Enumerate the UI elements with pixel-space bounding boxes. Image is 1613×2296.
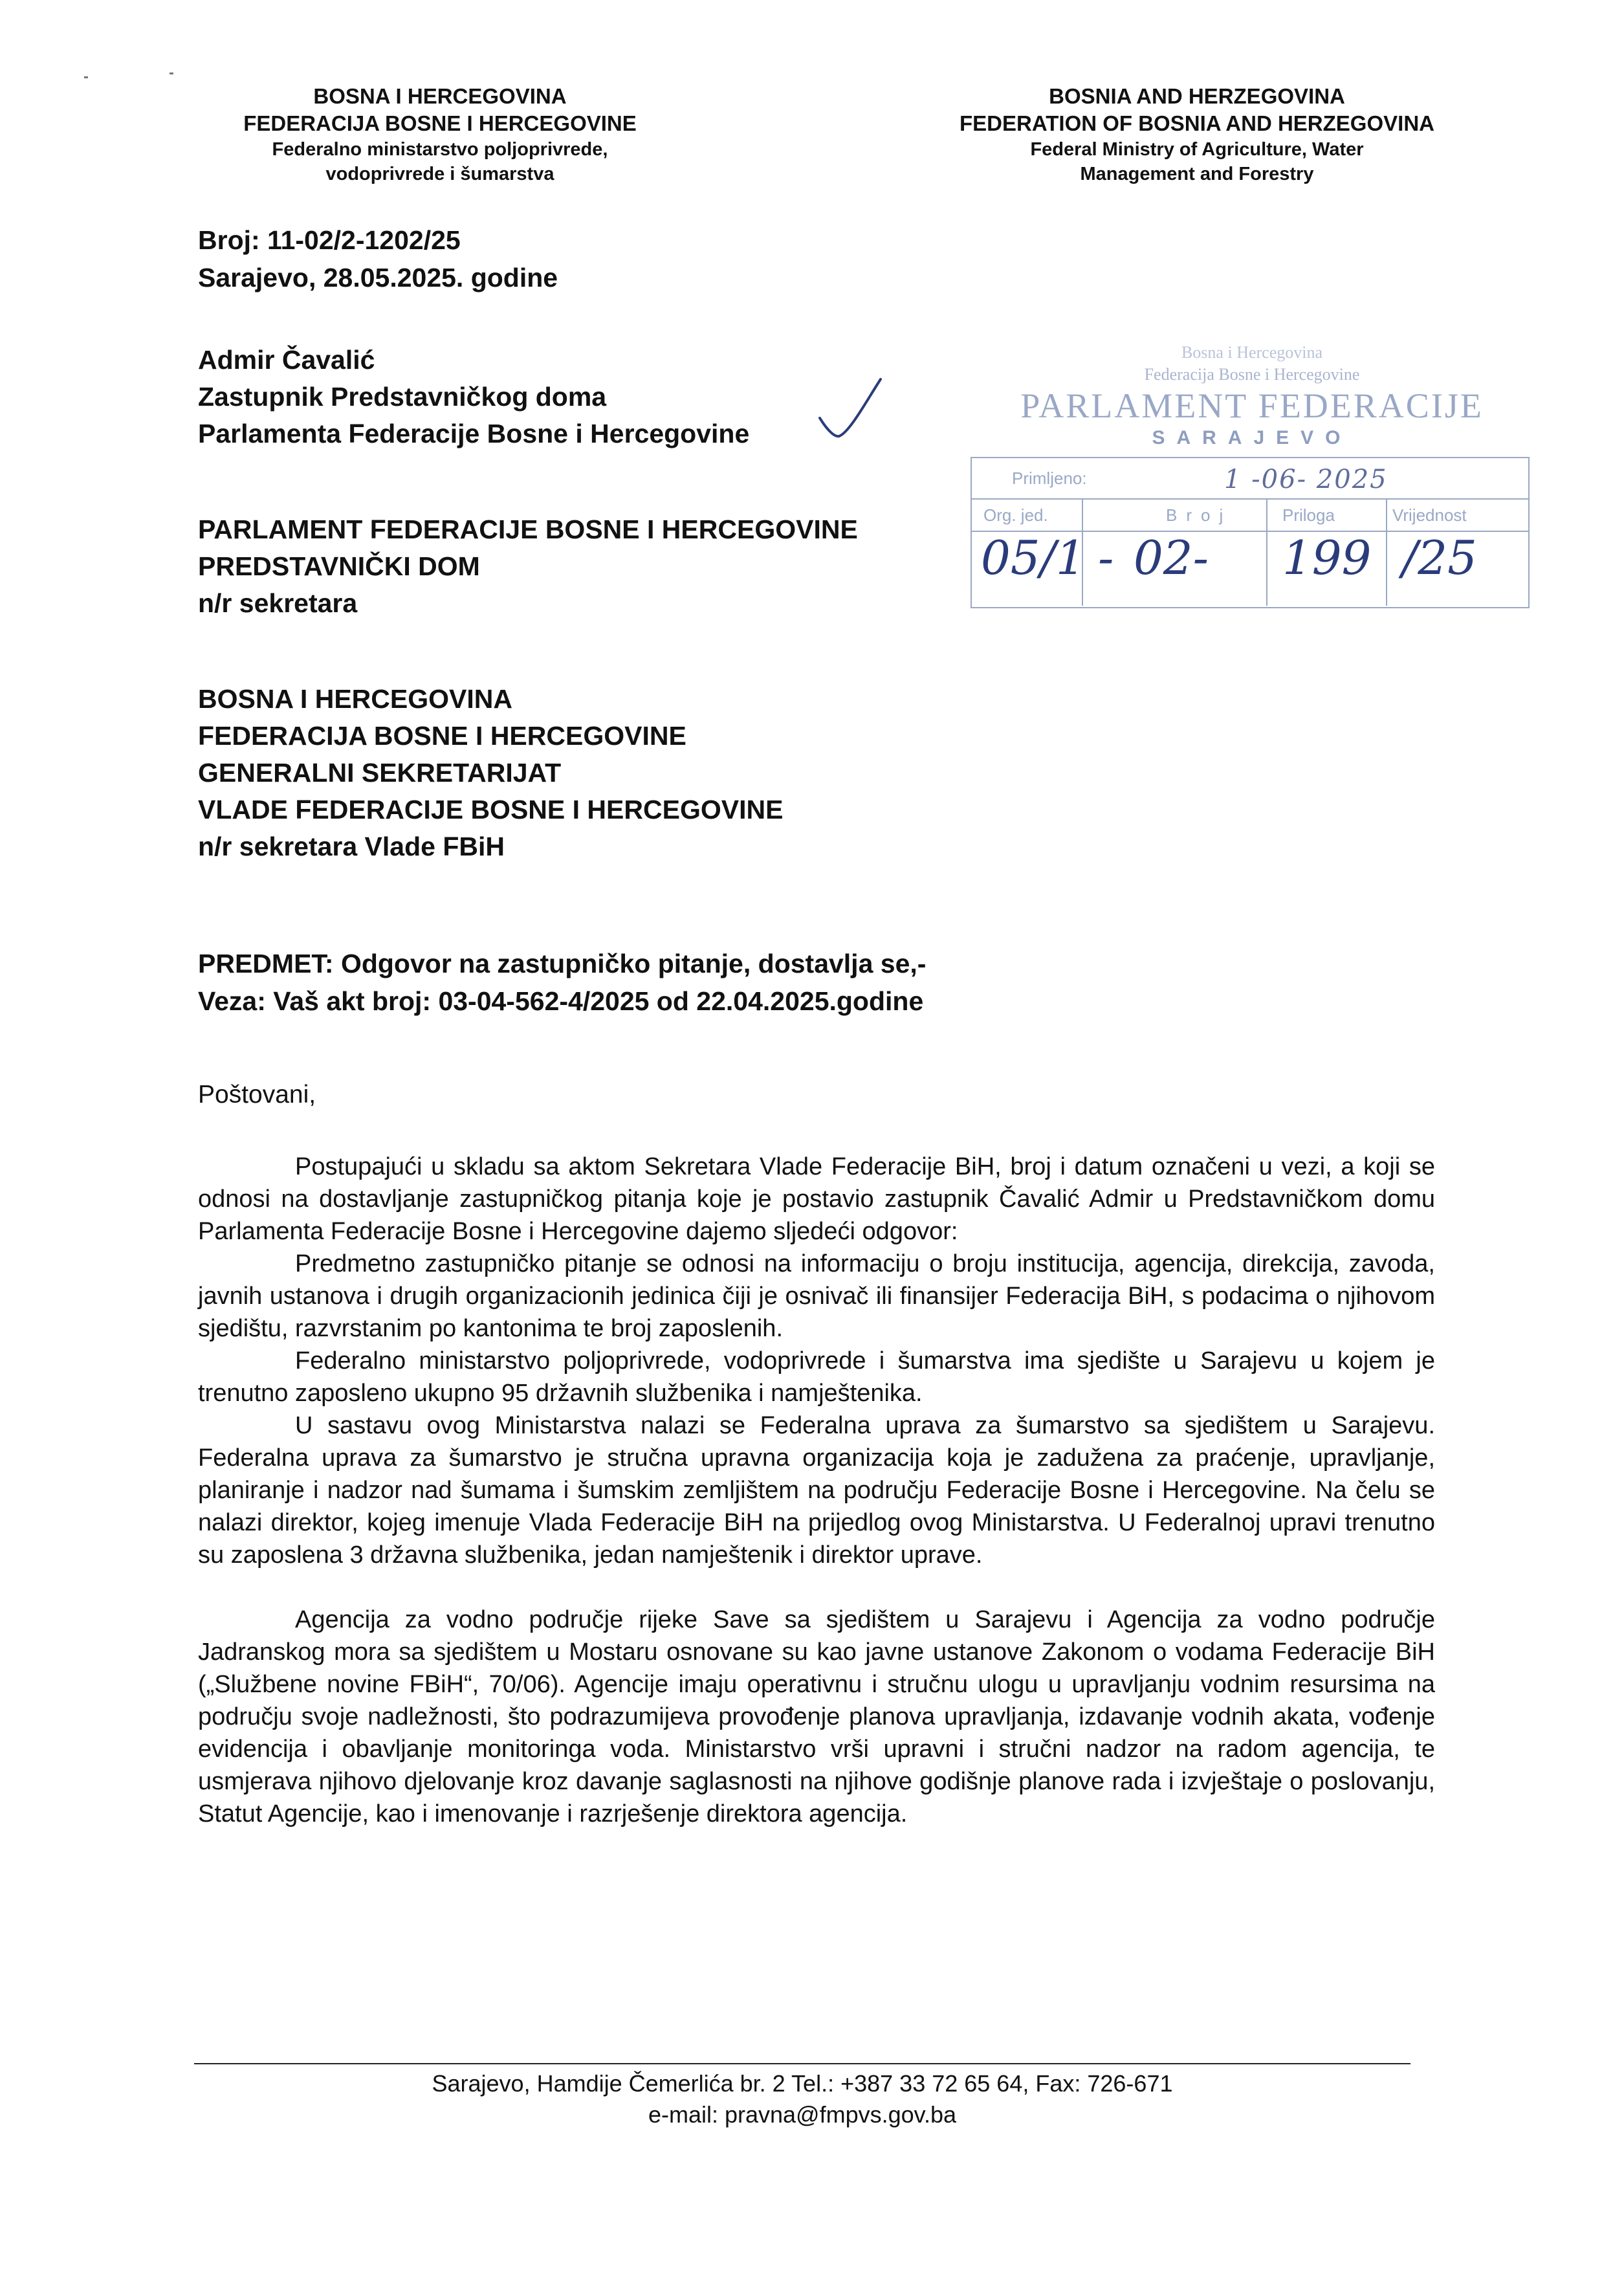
footer-divider [194,2063,1410,2064]
recipient-3 [198,681,783,865]
reference-place-date: Sarajevo, 28.05.2025. godine [198,263,558,293]
recipient-line: Zastupnik Predstavničkog doma [198,382,607,412]
recipient-line: PARLAMENT FEDERACIJE BOSNE I HERCEGOVINE [198,514,858,544]
header-left-line: Federalno ministarstvo poljoprivrede, [272,139,608,160]
stamp-vrijednost-label: Vrijednost [1392,505,1467,525]
recipient-1 [198,342,749,452]
subject-block [198,945,926,1020]
scan-speck [170,72,173,74]
body-paragraph: Predmetno zastupničko pitanje se odnosi na informaciju o broju institucija, agencija, direkcija, zavoda, javnih ustanova i drugih organizacionih jedinica čiji je osnivač ili finansijer Federacija BiH, s podacima o njihovom sjedištu, razvrstanim po kantonima te broj zaposlenih. [198,1250,1435,1342]
recipient-line: n/r sekretara [198,588,358,618]
footer [194,2068,1410,2130]
stamp-row-labels [972,500,1528,532]
recipient-line: GENERALNI SEKRETARIJAT [198,758,562,788]
header-right-line: Federal Ministry of Agriculture, Water [1030,139,1364,160]
header-left-line: BOSNA I HERCEGOVINA [313,84,567,108]
stamp-city: SARAJEVO [1152,427,1352,448]
body-paragraph: Postupajući u skladu sa aktom Sekretara Vlade Federacije BiH, broj i datum označeni u vezi, a koji se odnosi na dostavljanje zastupničkog pitanja koje je postavio zastupnik Čavalić Admir u Predstavničkom domu Parlamenta Federacije Bosne i Hercegovine dajemo sljedeći odgovor: [198,1153,1435,1245]
footer-address: Sarajevo, Hamdije Čemerlića br. 2 Tel.: +387 33 72 65 64, Fax: 726-671 [432,2070,1173,2097]
stamp-divider [1386,500,1387,606]
stamp-title: PARLAMENT FEDERACIJE [1020,386,1484,425]
header-right-line: Management and Forestry [1080,164,1314,184]
recipient-line: BOSNA I HERCEGOVINA [198,684,512,714]
subject-reference: Veza: Vaš akt broj: 03-04-562-4/2025 od 22.04.2025.godine [198,986,924,1016]
recipient-line: n/r sekretara Vlade FBiH [198,832,505,861]
header-right-line: FEDERATION OF BOSNIA AND HERZEGOVINA [960,111,1434,135]
recipient-2 [198,511,858,622]
greeting: Poštovani, [198,1081,316,1109]
stamp-hand-number: 199 [1282,531,1372,585]
stamp-hand-dash: - [1098,531,1114,585]
body-paragraph: Federalno ministarstvo poljoprivrede, vodoprivrede i šumarstva ima sjedište u Sarajevu u kojem je trenutno zaposleno ukupno 95 državnih službenika i namještenika. [198,1347,1435,1407]
letter-body [198,1151,1435,1830]
stamp-divider [1266,500,1267,606]
stamp-hand-year: /25 [1402,531,1477,585]
header-left [194,83,686,186]
stamp-received-date: 1 -06- 2025 [1224,465,1388,494]
stamp-org-label: Org. jed. [983,505,1048,525]
stamp-received-label: Primljeno: [1012,469,1087,488]
recipient-line: PREDSTAVNIČKI DOM [198,551,480,581]
scan-speck [84,76,88,78]
header-left-line: FEDERACIJA BOSNE I HERCEGOVINE [243,111,637,135]
recipient-line: FEDERACIJA BOSNE I HERCEGOVINE [198,721,686,751]
checkmark-icon [812,375,890,447]
subject-line: PREDMET: Odgovor na zastupničko pitanje, dostavlja se,- [198,949,927,978]
stamp-row-received [972,458,1528,500]
stamp-line: Bosna i Hercegovina [1181,343,1323,362]
stamp-hand-mid: 02- [1134,531,1209,585]
stamp-priloga-label: Priloga [1282,505,1335,525]
recipient-name: Admir Čavalić [198,345,375,375]
header-left-line: vodoprivrede i šumarstva [325,164,554,184]
reference-block [198,221,558,296]
stamp-hand-org: 05/1 [981,531,1086,585]
stamp-line: Federacija Bosne i Hercegovine [1144,365,1360,384]
recipient-line: Parlamenta Federacije Bosne i Hercegovine [198,419,750,448]
received-stamp [971,337,1533,621]
body-paragraph: Agencija za vodno područje rijeke Save sa sjedištem u Sarajevu i Agencija za vodno područje Jadranskog mora sa sjedištem u Mostaru osnovane su kao javne ustanove Zakonom o vodama Federacije BiH („Službene novine FBiH“, 70/06). Agencije imaju operativnu i stručnu ulogu u upravljanju vodnim resursima na području svoje nadležnosti, što podrazumijeva provođenje planova upravljanja, izdavanje vodnih akata, vođenje evidencija i obavljanje monitoringa voda. Ministarstvo vrši upravni i stručni nadzor na radom agencija, te usmjerava njihovo djelovanje kroz davanje saglasnosti na njihove godišnje planove rada i izvještaje o poslovanju, Statut Agencije, kao i imenovanje i razrješenje direktora agencija. [198,1606,1435,1827]
header-right [861,83,1533,186]
reference-number: Broj: 11-02/2-1202/25 [198,225,461,255]
body-paragraph: U sastavu ovog Ministarstva nalazi se Federalna uprava za šumarstvo sa sjedištem u Sarajevu. Federalna uprava za šumarstvo je stručna upravna organizacija koja je zadužena za praćenje, upravljanje, planiranje i nadzor nad šumama i šumskim zemljištem na području Federacije Bosne i Hercegovine. Na čelu se nalazi direktor, kojeg imenuje Vlada Federacije BiH na prijedlog ovog Ministarstva. U Federalnoj upravi trenutno su zaposlena 3 državna službenika, jedan namještenik i direktor uprave. [198,1412,1435,1569]
stamp-broj-label: Broj [1166,505,1233,525]
recipient-line: VLADE FEDERACIJE BOSNE I HERCEGOVINE [198,795,784,824]
stamp-box [971,457,1530,608]
header-right-line: BOSNIA AND HERZEGOVINA [1049,84,1345,108]
footer-email: e-mail: pravna@fmpvs.gov.ba [648,2101,957,2128]
